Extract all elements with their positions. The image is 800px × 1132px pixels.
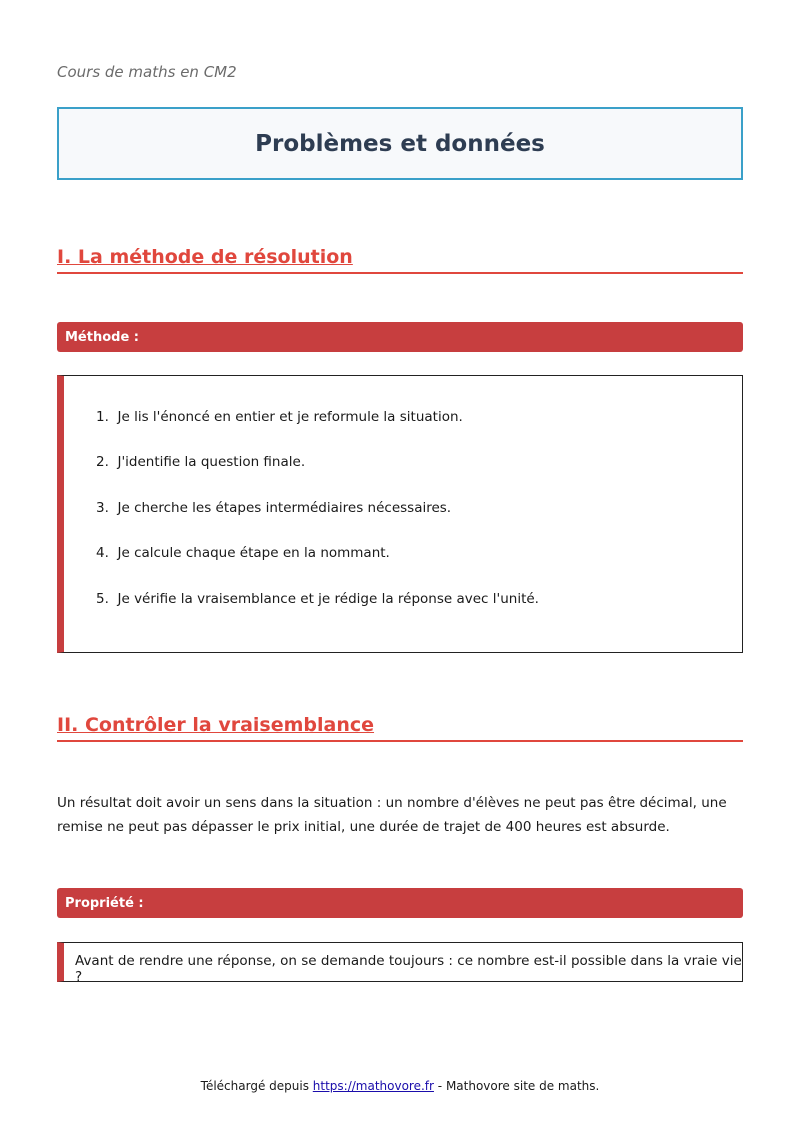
step-text: J'identifie la question finale.: [117, 454, 306, 470]
step-text: Je lis l'énoncé en entier et je reformule la situation.: [117, 409, 463, 425]
property-text: Avant de rendre une réponse, on se demande toujours : ce nombre est-il possible dans la vraie vie ?: [75, 953, 742, 985]
course-label: Cours de maths en CM2: [57, 63, 237, 81]
step-number: 3.: [96, 500, 109, 516]
method-step: [96, 454, 305, 470]
step-number: 1.: [96, 409, 109, 425]
footer-suffix: - Mathovore site de maths.: [437, 1079, 600, 1093]
step-number: 4.: [96, 545, 109, 561]
property-box: [57, 942, 743, 985]
section-title-method: I. La méthode de résolution: [57, 246, 353, 268]
property-label: Propriété :: [65, 895, 144, 911]
title-box: [57, 107, 743, 180]
section-heading-method: [57, 246, 743, 274]
step-text: Je vérifie la vraisemblance et je rédige la réponse avec l'unité.: [117, 591, 539, 607]
method-box: [57, 375, 743, 653]
method-step: [96, 591, 539, 607]
method-label-bar: [57, 322, 743, 352]
plausibility-paragraph: Un résultat doit avoir un sens dans la situation : un nombre d'élèves ne peut pas être décimal, une remise ne peut pas dépasser le prix initial, une durée de trajet de 400 heures est absurde.: [57, 795, 727, 835]
step-text: Je cherche les étapes intermédiaires nécessaires.: [117, 500, 452, 516]
method-step: [96, 500, 451, 516]
footer-prefix: Téléchargé depuis: [200, 1079, 309, 1093]
page-title: Problèmes et données: [255, 130, 545, 157]
method-label: Méthode :: [65, 329, 140, 345]
method-step: [96, 409, 463, 425]
step-number: 5.: [96, 591, 109, 607]
property-label-bar: [57, 888, 743, 918]
footer-link[interactable]: https://mathovore.fr: [312, 1079, 434, 1093]
method-step: [96, 545, 390, 561]
step-text: Je calcule chaque étape en la nommant.: [117, 545, 390, 561]
section-title-plausibility: II. Contrôler la vraisemblance: [57, 714, 375, 736]
section-heading-plausibility: [57, 714, 743, 742]
step-number: 2.: [96, 454, 109, 470]
footer: [0, 1079, 800, 1093]
